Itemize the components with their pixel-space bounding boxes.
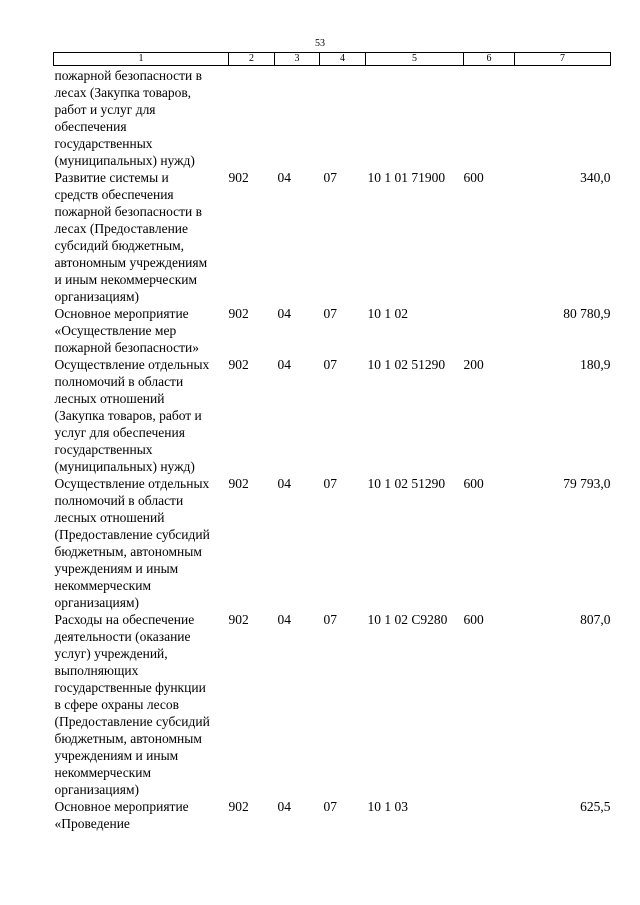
table-row: [54, 798, 611, 832]
cell-subsection: [320, 66, 366, 170]
cell-admin-code: 902: [228, 306, 249, 321]
cell-target-article: 10 1 02 51290: [367, 357, 446, 372]
cell-section: 04: [277, 476, 291, 491]
column-header: 3: [275, 53, 320, 66]
table-row: [54, 66, 611, 170]
cell-admin-code: [229, 66, 275, 170]
cell-subsection: 07: [323, 306, 337, 321]
row-name: Осуществление отдельных полномочий в области лесных отношений (Закупка товаров, работ и услуг для обеспечения государственных (муниципальных) нужд): [54, 357, 210, 474]
table-row: [54, 305, 611, 356]
column-header: 6: [464, 53, 515, 66]
budget-table: [53, 52, 611, 832]
cell-admin-code: 902: [228, 799, 249, 814]
cell-amount: 180,9: [580, 357, 611, 372]
cell-target-article: 10 1 02: [367, 306, 408, 321]
column-header: 2: [229, 53, 275, 66]
cell-admin-code: 902: [228, 357, 249, 372]
table-row: [54, 475, 611, 611]
cell-expense-type: 600: [463, 476, 484, 491]
table-header: [54, 53, 611, 66]
cell-section: 04: [277, 170, 291, 185]
cell-subsection: 07: [323, 476, 337, 491]
cell-expense-type: [464, 798, 515, 832]
cell-target-article: 10 1 02 51290: [367, 476, 446, 491]
cell-subsection: 07: [323, 799, 337, 814]
table-row: [54, 356, 611, 475]
column-header: 1: [54, 53, 229, 66]
row-name: Основное мероприятие «Проведение: [54, 799, 189, 831]
cell-target-article: 10 1 03: [367, 799, 408, 814]
column-header: 7: [515, 53, 611, 66]
cell-admin-code: 902: [228, 476, 249, 491]
cell-target-article: 10 1 02 С9280: [367, 612, 448, 627]
cell-expense-type: 600: [463, 170, 484, 185]
cell-amount: 807,0: [580, 612, 611, 627]
row-name: Расходы на обеспечение деятельности (оказание услуг) учреждений, выполняющих государственные функции в сфере охраны лесов (Предоставление субсидий бюджетным, автономным учреждениям и иным некоммерческим организациям): [54, 612, 210, 797]
cell-section: 04: [277, 306, 291, 321]
cell-subsection: 07: [323, 357, 337, 372]
cell-admin-code: 902: [228, 170, 249, 185]
column-header: 5: [366, 53, 464, 66]
cell-target-article: [366, 66, 464, 170]
row-name: Основное мероприятие «Осуществление мер пожарной безопасности»: [54, 306, 200, 355]
table-row: [54, 611, 611, 798]
cell-admin-code: 902: [228, 612, 249, 627]
cell-section: 04: [277, 799, 291, 814]
page-number: 53: [315, 38, 325, 49]
cell-amount: 625,5: [580, 799, 611, 814]
cell-section: [275, 66, 320, 170]
cell-subsection: 07: [323, 170, 337, 185]
row-name: пожарной безопасности в лесах (Закупка товаров, работ и услуг для обеспечения государственных (муниципальных) нужд): [54, 68, 203, 168]
cell-expense-type: [464, 305, 515, 356]
cell-subsection: 07: [323, 612, 337, 627]
cell-section: 04: [277, 612, 291, 627]
cell-amount: 340,0: [580, 170, 611, 185]
cell-amount: 79 793,0: [563, 476, 611, 491]
column-header: 4: [320, 53, 366, 66]
cell-section: 04: [277, 357, 291, 372]
cell-expense-type: 200: [463, 357, 484, 372]
cell-amount: [515, 66, 611, 170]
row-name: Осуществление отдельных полномочий в области лесных отношений (Предоставление субсидий бюджетным, автономным учреждениям и иным некоммерческим организациям): [54, 476, 210, 610]
cell-target-article: 10 1 01 71900: [367, 170, 446, 185]
row-name: Развитие системы и средств обеспечения пожарной безопасности в лесах (Предоставление субсидий бюджетным, автономным учреждениям и иным некоммерческим организациям): [54, 170, 208, 304]
cell-expense-type: 600: [463, 612, 484, 627]
cell-amount: 80 780,9: [563, 306, 611, 321]
table-row: [54, 169, 611, 305]
cell-expense-type: [464, 66, 515, 170]
